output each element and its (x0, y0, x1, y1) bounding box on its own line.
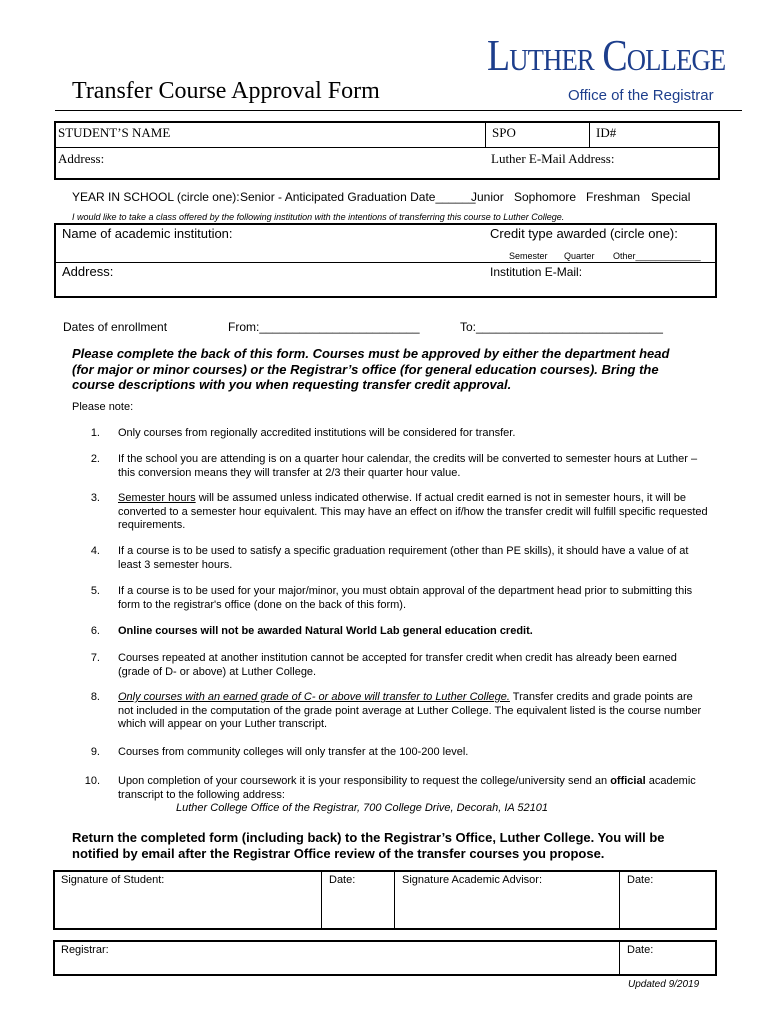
institution-address-field[interactable]: Address: (62, 264, 114, 279)
list-item-text: Courses repeated at another institution cannot be accepted for transfer credit when credit has already been earned (grade of D- or above) at Luther College. (118, 652, 677, 678)
list-item-number: 8. (90, 691, 100, 703)
list-item-number: 4. (90, 545, 100, 557)
list-item-text (118, 775, 710, 816)
list-item (72, 775, 712, 819)
year-option-special[interactable]: Special (651, 190, 691, 204)
list-item-body: Upon completion of your coursework it is your responsibility to request the college/university send an (118, 775, 611, 787)
registrar-box (53, 940, 717, 976)
page-title: Transfer Course Approval Form (72, 78, 380, 104)
list-item-text (118, 691, 710, 732)
signature-col1 (321, 871, 322, 929)
list-item-bold: official (610, 775, 646, 787)
enrollment-to-field[interactable]: To:____________________________ (460, 320, 663, 334)
credit-type-label: Credit type awarded (circle one): (490, 226, 678, 241)
student-signature-field[interactable]: Signature of Student: (61, 874, 165, 886)
student-name-field[interactable]: STUDENT’S NAME (58, 125, 171, 140)
registrar-signature-field[interactable]: Registrar: (61, 944, 109, 956)
list-item-body-2: academic transcript to the following address: (118, 775, 696, 801)
list-item-text: Courses from community colleges will only transfer at the 100-200 level. (118, 746, 469, 758)
year-option-junior[interactable]: Junior (471, 190, 504, 204)
header-rule (55, 110, 742, 111)
signature-col2 (394, 871, 395, 929)
list-item (72, 492, 712, 536)
institution-name-field[interactable]: Name of academic institution: (62, 226, 233, 241)
list-item-number: 3. (90, 492, 100, 504)
registrar-date-field[interactable]: Date: (627, 944, 654, 956)
institution-email-field[interactable]: Institution E-Mail: (490, 265, 583, 279)
list-item-text: If a course is to be used to satisfy a specific graduation requirement (other than PE skills), it should have a value of at least 3 semester hours. (118, 545, 689, 571)
year-in-school-label: YEAR IN SCHOOL (circle one): (72, 190, 240, 204)
registrar-mailing-address: Luther College Office of the Registrar, 700 College Drive, Decorah, IA 52101 (176, 802, 548, 814)
student-box-divider (55, 147, 719, 148)
office-subtitle: Office of the Registrar (568, 87, 714, 104)
student-box-col2 (589, 122, 590, 147)
list-item-number: 1. (90, 427, 100, 439)
list-item (72, 652, 712, 682)
student-box-col1 (485, 122, 486, 147)
advisor-signature-field[interactable]: Signature Academic Advisor: (402, 874, 543, 886)
updated-date: Updated 9/2019 (628, 979, 700, 990)
id-field[interactable]: ID# (596, 125, 617, 140)
list-item-text: If a course is to be used for your major/minor, you must obtain approval of the department head prior to submitting this form to the registrar's office (done on the back of this form). (118, 585, 693, 611)
list-item-number: 10. (84, 775, 100, 787)
list-item (72, 746, 712, 764)
student-date-field[interactable]: Date: (329, 874, 356, 886)
luther-email-field[interactable]: Luther E-Mail Address: (491, 151, 615, 166)
enrollment-label: Dates of enrollment (63, 320, 168, 334)
credit-option-other[interactable]: Other_____________ (613, 251, 701, 261)
instructions-paragraph: Please complete the back of this form. Courses must be approved by either the department head (for major or minor courses) or the Registrar’s office (for general education courses). Bring the course descriptions with you when requesting transfer credit approval. (72, 346, 670, 392)
list-item-text: Online courses will not be awarded Natural World Lab general education credit. (118, 625, 533, 637)
list-item (72, 427, 712, 447)
intent-statement: I would like to take a class offered by the following institution with the intentions of transferring this course to Luther College. (72, 212, 565, 222)
list-item-number: 6. (90, 625, 100, 637)
list-item-text: If the school you are attending is on a quarter hour calendar, the credits will be converted to semester hours at Luther – this conversion means they will transfer at 2/3 their quarter hour value. (118, 453, 698, 479)
signature-col3 (619, 871, 620, 929)
list-item-body: will be assumed unless indicated otherwise. If actual credit earned is not in semester hours, it will be converted to a semester hour equivalent. This may have an effect on if/how the transfer credit will fulfill specific requested requirements. (118, 492, 708, 531)
spo-field[interactable]: SPO (492, 125, 516, 140)
list-item (72, 585, 712, 615)
year-option-sophomore[interactable]: Sophomore (514, 190, 577, 204)
list-item-lead: Only courses with an earned grade of C- or above will transfer to Luther College. (118, 691, 510, 703)
advisor-date-field[interactable]: Date: (627, 874, 654, 886)
please-note-label: Please note: (72, 401, 134, 413)
list-item-body: Transfer credits and grade points are not included in the computation of the grade point average at Luther College. The equivalent listed is the course number which will appear on your Luther transcript. (118, 691, 702, 730)
return-instructions: Return the completed form (including back) to the Registrar’s Office, Luther College. You will be notified by email after the Registrar Office review of the transfer courses you propose. (72, 830, 665, 861)
credit-option-quarter[interactable]: Quarter (564, 251, 595, 261)
list-item-text: Only courses from regionally accredited institutions will be considered for transfer. (118, 427, 516, 439)
year-option-senior[interactable]: Senior - Anticipated Graduation Date______ (240, 190, 476, 204)
year-option-freshman[interactable]: Freshman (586, 190, 641, 204)
list-item (72, 545, 712, 575)
list-item-lead: Semester hours (118, 492, 196, 504)
list-item-text (118, 492, 710, 533)
college-logo: Luther College (487, 31, 726, 80)
list-item-number: 7. (90, 652, 100, 664)
enrollment-from-field[interactable]: From:________________________ (228, 320, 420, 334)
list-item (72, 691, 712, 735)
institution-box-divider (55, 262, 716, 263)
list-item-number: 9. (90, 746, 100, 758)
list-item-number: 2. (90, 453, 100, 465)
list-item (72, 625, 712, 643)
list-item (72, 453, 712, 483)
registrar-col (619, 941, 620, 975)
list-item-number: 5. (90, 585, 100, 597)
credit-option-semester[interactable]: Semester (509, 251, 548, 261)
student-address-field[interactable]: Address: (58, 151, 105, 166)
